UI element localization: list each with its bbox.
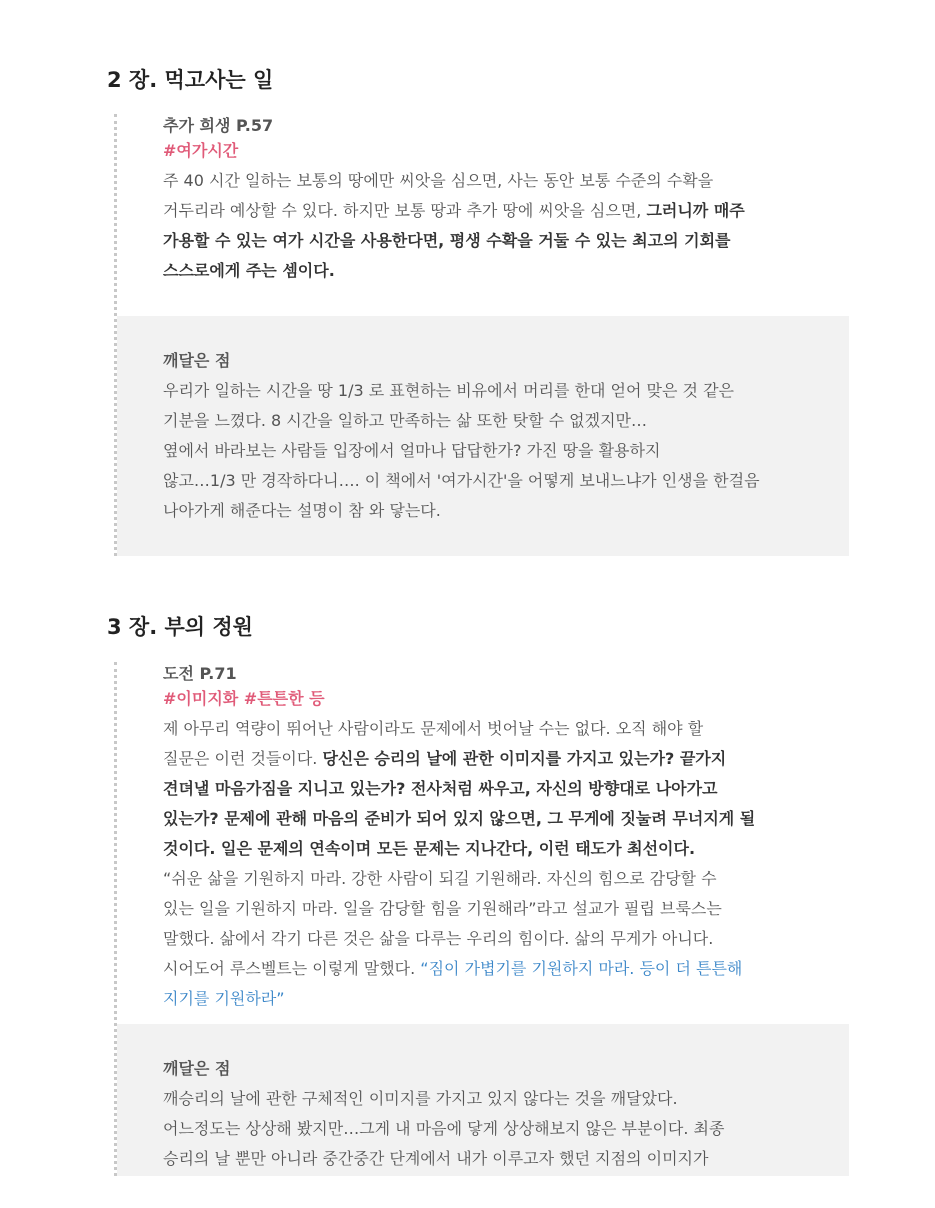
paragraph-line bbox=[163, 744, 819, 774]
paragraph-line bbox=[163, 834, 819, 864]
note-body bbox=[163, 376, 819, 526]
bold-text: 스스로에게 주는 셈이다. bbox=[163, 261, 335, 280]
paragraph-line bbox=[163, 954, 819, 984]
text-segment: 시어도어 루스벨트는 이렇게 말했다. bbox=[163, 959, 421, 978]
text-segment: 말했다. 삶에서 각기 다른 것은 삶을 다루는 우리의 힘이다. 삶의 무게가 아니다. bbox=[163, 929, 714, 948]
bold-text: 가용할 수 있는 여가 시간을 사용한다면, 평생 수확을 거둘 수 있는 최고의 기회를 bbox=[163, 231, 731, 250]
excerpt-title: 도전 P.71 bbox=[163, 664, 237, 683]
excerpt bbox=[117, 662, 849, 1014]
note-line: 승리의 날 뿐만 아니라 중간중간 단계에서 내가 이루고자 했던 지점의 이미지가 bbox=[163, 1149, 709, 1168]
note-line: 깨승리의 날에 관한 구체적인 이미지를 가지고 있지 않다는 것을 깨달았다. bbox=[163, 1089, 678, 1108]
note-title: 깨달은 점 bbox=[163, 351, 231, 370]
paragraph-line bbox=[163, 166, 819, 196]
paragraph-line bbox=[163, 864, 819, 894]
paragraph-line bbox=[163, 226, 819, 256]
note-body bbox=[163, 1084, 819, 1174]
bold-text: 것이다. 일은 문제의 연속이며 모든 문제는 지나간다, 이런 태도가 최선이다. bbox=[163, 839, 696, 858]
hashtags: #이미지화 #튼튼한 등 bbox=[163, 689, 325, 708]
quote-highlight: “짐이 가볍기를 기원하지 마라. 등이 더 튼튼해 bbox=[420, 959, 743, 978]
bold-text: 견뎌낼 마음가짐을 지니고 있는가? 전사처럼 싸우고, 자신의 방향대로 나아가고 bbox=[163, 779, 718, 798]
text-segment: “쉬운 삶을 기원하지 마라. 강한 사람이 되길 기원해라. 자신의 힘으로 감당할 수 bbox=[163, 869, 717, 888]
quote-block bbox=[114, 662, 849, 1176]
text-segment: 질문은 이런 것들이다. bbox=[163, 749, 323, 768]
text-segment: 주 40 시간 일하는 보통의 땅에만 씨앗을 심으면, 사는 동안 보통 수준의 수확을 bbox=[163, 171, 714, 190]
note-line: 어느정도는 상상해 봤지만…그게 내 마음에 닿게 상상해보지 않은 부분이다. 최종 bbox=[163, 1119, 725, 1138]
reflection-note bbox=[117, 316, 849, 556]
reflection-note bbox=[117, 1024, 849, 1176]
bold-text: 그러니까 매주 bbox=[646, 201, 745, 220]
note-line: 기분을 느꼈다. 8 시간을 일하고 만족하는 삶 또한 탓할 수 없겠지만… bbox=[163, 411, 647, 430]
text-segment: 거두리라 예상할 수 있다. 하지만 보통 땅과 추가 땅에 씨앗을 심으면, bbox=[163, 201, 647, 220]
bold-text: 있는가? 문제에 관해 마음의 준비가 되어 있지 않으면, 그 무게에 짓눌려 무너지게 될 bbox=[163, 809, 756, 828]
quote-block bbox=[114, 114, 849, 556]
excerpt-title: 추가 희생 P.57 bbox=[163, 116, 274, 135]
note-line: 않고…1/3 만 경작하다니…. 이 책에서 '여가시간'을 어떻게 보내느냐가 인생을 한걸음 bbox=[163, 471, 760, 490]
bold-text: 당신은 승리의 날에 관한 이미지를 가지고 있는가? 끝가지 bbox=[322, 749, 727, 768]
note-line: 옆에서 바라보는 사람들 입장에서 얼마나 답답한가? 가진 땅을 활용하지 bbox=[163, 441, 661, 460]
text-segment: 제 아무리 역량이 뛰어난 사람이라도 문제에서 벗어날 수는 없다. 오직 해야 할 bbox=[163, 719, 704, 738]
excerpt bbox=[117, 114, 849, 286]
paragraph-line bbox=[163, 196, 819, 226]
note-title: 깨달은 점 bbox=[163, 1059, 231, 1078]
paragraph-line bbox=[163, 256, 819, 286]
paragraph-line bbox=[163, 714, 819, 744]
text-segment: 있는 일을 기원하지 마라. 일을 감당할 힘을 기원해라”라고 설교가 필립 브룩스는 bbox=[163, 899, 722, 918]
paragraph-line bbox=[163, 894, 819, 924]
paragraph-line bbox=[163, 984, 819, 1014]
chapter-title: 3 장. 부의 정원 bbox=[107, 615, 253, 639]
excerpt-paragraph bbox=[163, 714, 819, 1014]
hashtags: #여가시간 bbox=[163, 141, 239, 160]
quote-highlight: 지기를 기원하라” bbox=[163, 989, 285, 1008]
paragraph-line bbox=[163, 804, 819, 834]
excerpt-paragraph bbox=[163, 166, 819, 286]
paragraph-line bbox=[163, 774, 819, 804]
chapter-title: 2 장. 먹고사는 일 bbox=[107, 68, 274, 92]
paragraph-line bbox=[163, 924, 819, 954]
note-line: 나아가게 해준다는 설명이 참 와 닿는다. bbox=[163, 501, 441, 520]
note-line: 우리가 일하는 시간을 땅 1/3 로 표현하는 비유에서 머리를 한대 얻어 맞은 것 같은 bbox=[163, 381, 735, 400]
